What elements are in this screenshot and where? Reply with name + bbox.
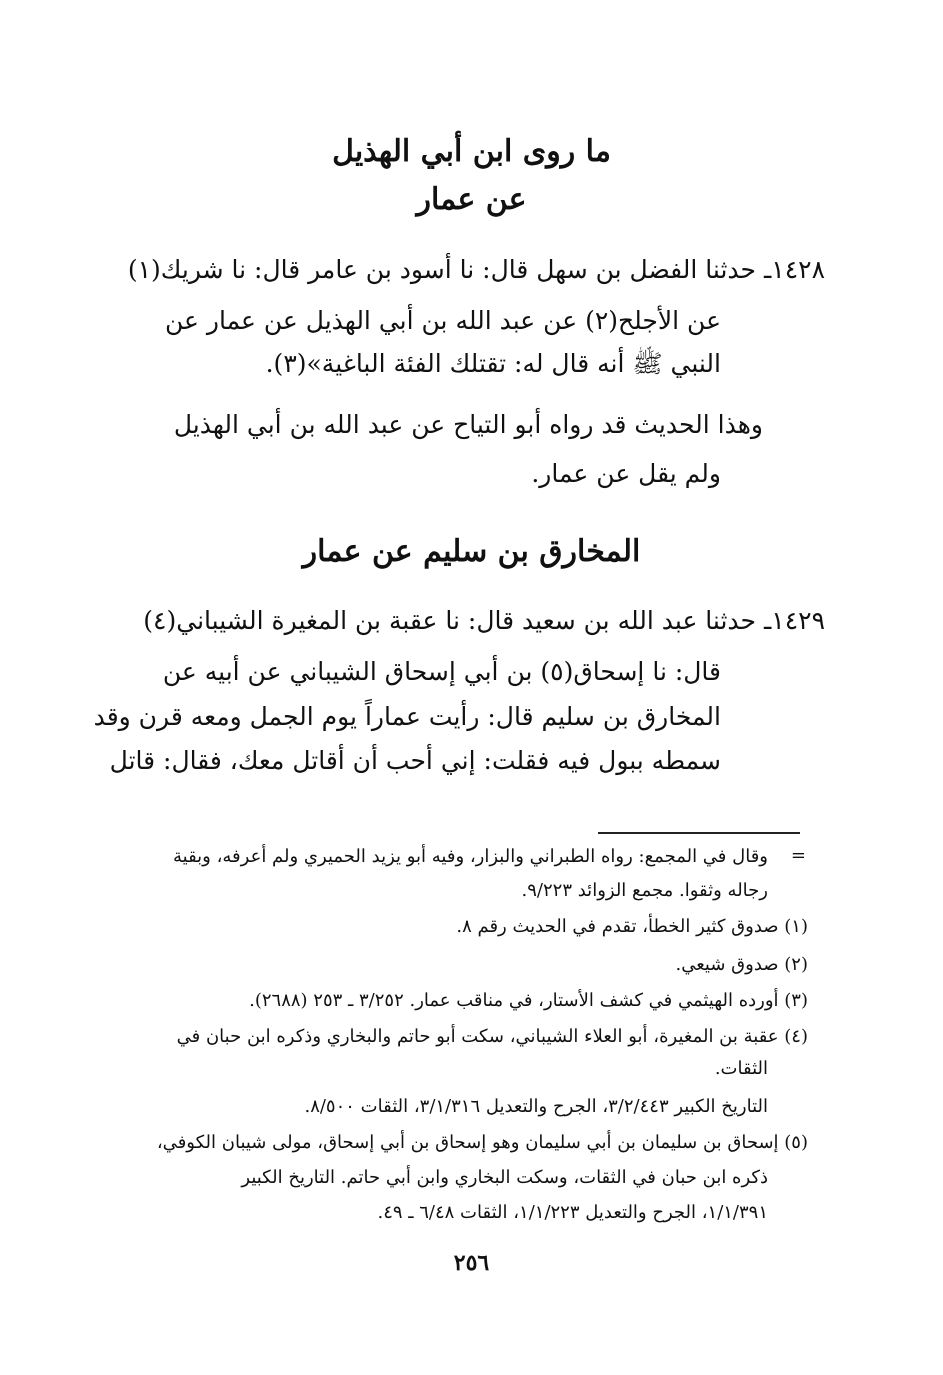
hadith-1429-line3: المخارق بن سليم قال: رأيت عماراً يوم الجمل ومعه قرن وقد [93, 702, 721, 731]
hadith-1429-line1 [110, 603, 825, 639]
footnote-1: (١) صدوق كثير الخطأ، تقدم في الحديث رقم ٨. [456, 916, 808, 937]
footnote-4-line3: التاريخ الكبير ٣/٢/٤٤٣، الجرح والتعديل ٣/١/٣١٦، الثقات ٨/٥٠٠. [304, 1096, 768, 1117]
page-number: ٢٥٦ [453, 1250, 490, 1276]
hadith-1428-comment-line2: ولم يقل عن عمار. [531, 459, 721, 488]
section-title-line1: ما روى ابن أبي الهذيل [332, 134, 611, 169]
footnote-continuation-marker: = [790, 845, 806, 866]
footnote-5-line1: (٥) إسحاق بن سليمان بن أبي سليمان وهو إسحاق بن أبي إسحاق، مولى شيبان الكوفي، [156, 1132, 808, 1153]
footnote-continuation-line2: رجاله وثقوا. مجمع الزوائد ٩/٢٢٣. [521, 880, 768, 901]
hadith-number: ١٤٢٨ [771, 255, 825, 284]
hadith-number: ١٤٢٩ [771, 606, 825, 635]
hadith-1428-line3: النبي ﷺ أنه قال له: تقتلك الفئة الباغية»(٣). [265, 349, 721, 378]
footnote-5-line2: ذكره ابن حبان في الثقات، وسكت البخاري وابن أبي حاتم. التاريخ الكبير [241, 1167, 768, 1188]
footnote-separator [598, 832, 800, 834]
footnote-continuation-line1: وقال في المجمع: رواه الطبراني والبزار، وفيه أبو يزيد الحميري ولم أعرفه، وبقية [172, 846, 768, 867]
section2-title: المخارق بن سليم عن عمار [302, 534, 641, 569]
hadith-text: ـ حدثنا عبد الله بن سعيد قال: نا عقبة بن المغيرة الشيباني(٤) [143, 606, 772, 635]
footnote-5-line3: ١/١/٣٩١، الجرح والتعديل ١/١/٢٢٣، الثقات ٦/٤٨ ـ ٤٩. [377, 1202, 768, 1223]
hadith-1428-comment-line1: وهذا الحديث قد رواه أبو التياح عن عبد الله بن أبي الهذيل [173, 410, 763, 439]
footnote-4-line2: الثقات. [714, 1058, 768, 1079]
footnote-2: (٢) صدوق شيعي. [675, 954, 808, 975]
section-title-line2: عن عمار [416, 182, 527, 217]
footnote-4-line1: (٤) عقبة بن المغيرة، أبو العلاء الشيباني، سكت أبو حاتم والبخاري وذكره ابن حبان في [176, 1026, 808, 1047]
hadith-1428-line1 [110, 252, 825, 288]
hadith-1428-line2: عن الأجلح(٢) عن عبد الله بن أبي الهذيل عن عمار عن [164, 306, 721, 335]
footnote-3: (٣) أورده الهيثمي في كشف الأستار، في مناقب عمار. ٣/٢٥٢ ـ ٢٥٣ (٢٦٨٨). [249, 990, 808, 1011]
hadith-1429-line4: سمطه ببول فيه فقلت: إني أحب أن أقاتل معك، فقال: قاتل [109, 746, 721, 775]
hadith-text: ـ حدثنا الفضل بن سهل قال: نا أسود بن عامر قال: نا شريك(١) [127, 255, 772, 284]
hadith-1429-line2: قال: نا إسحاق(٥) بن أبي إسحاق الشيباني عن أبيه عن [162, 657, 721, 686]
